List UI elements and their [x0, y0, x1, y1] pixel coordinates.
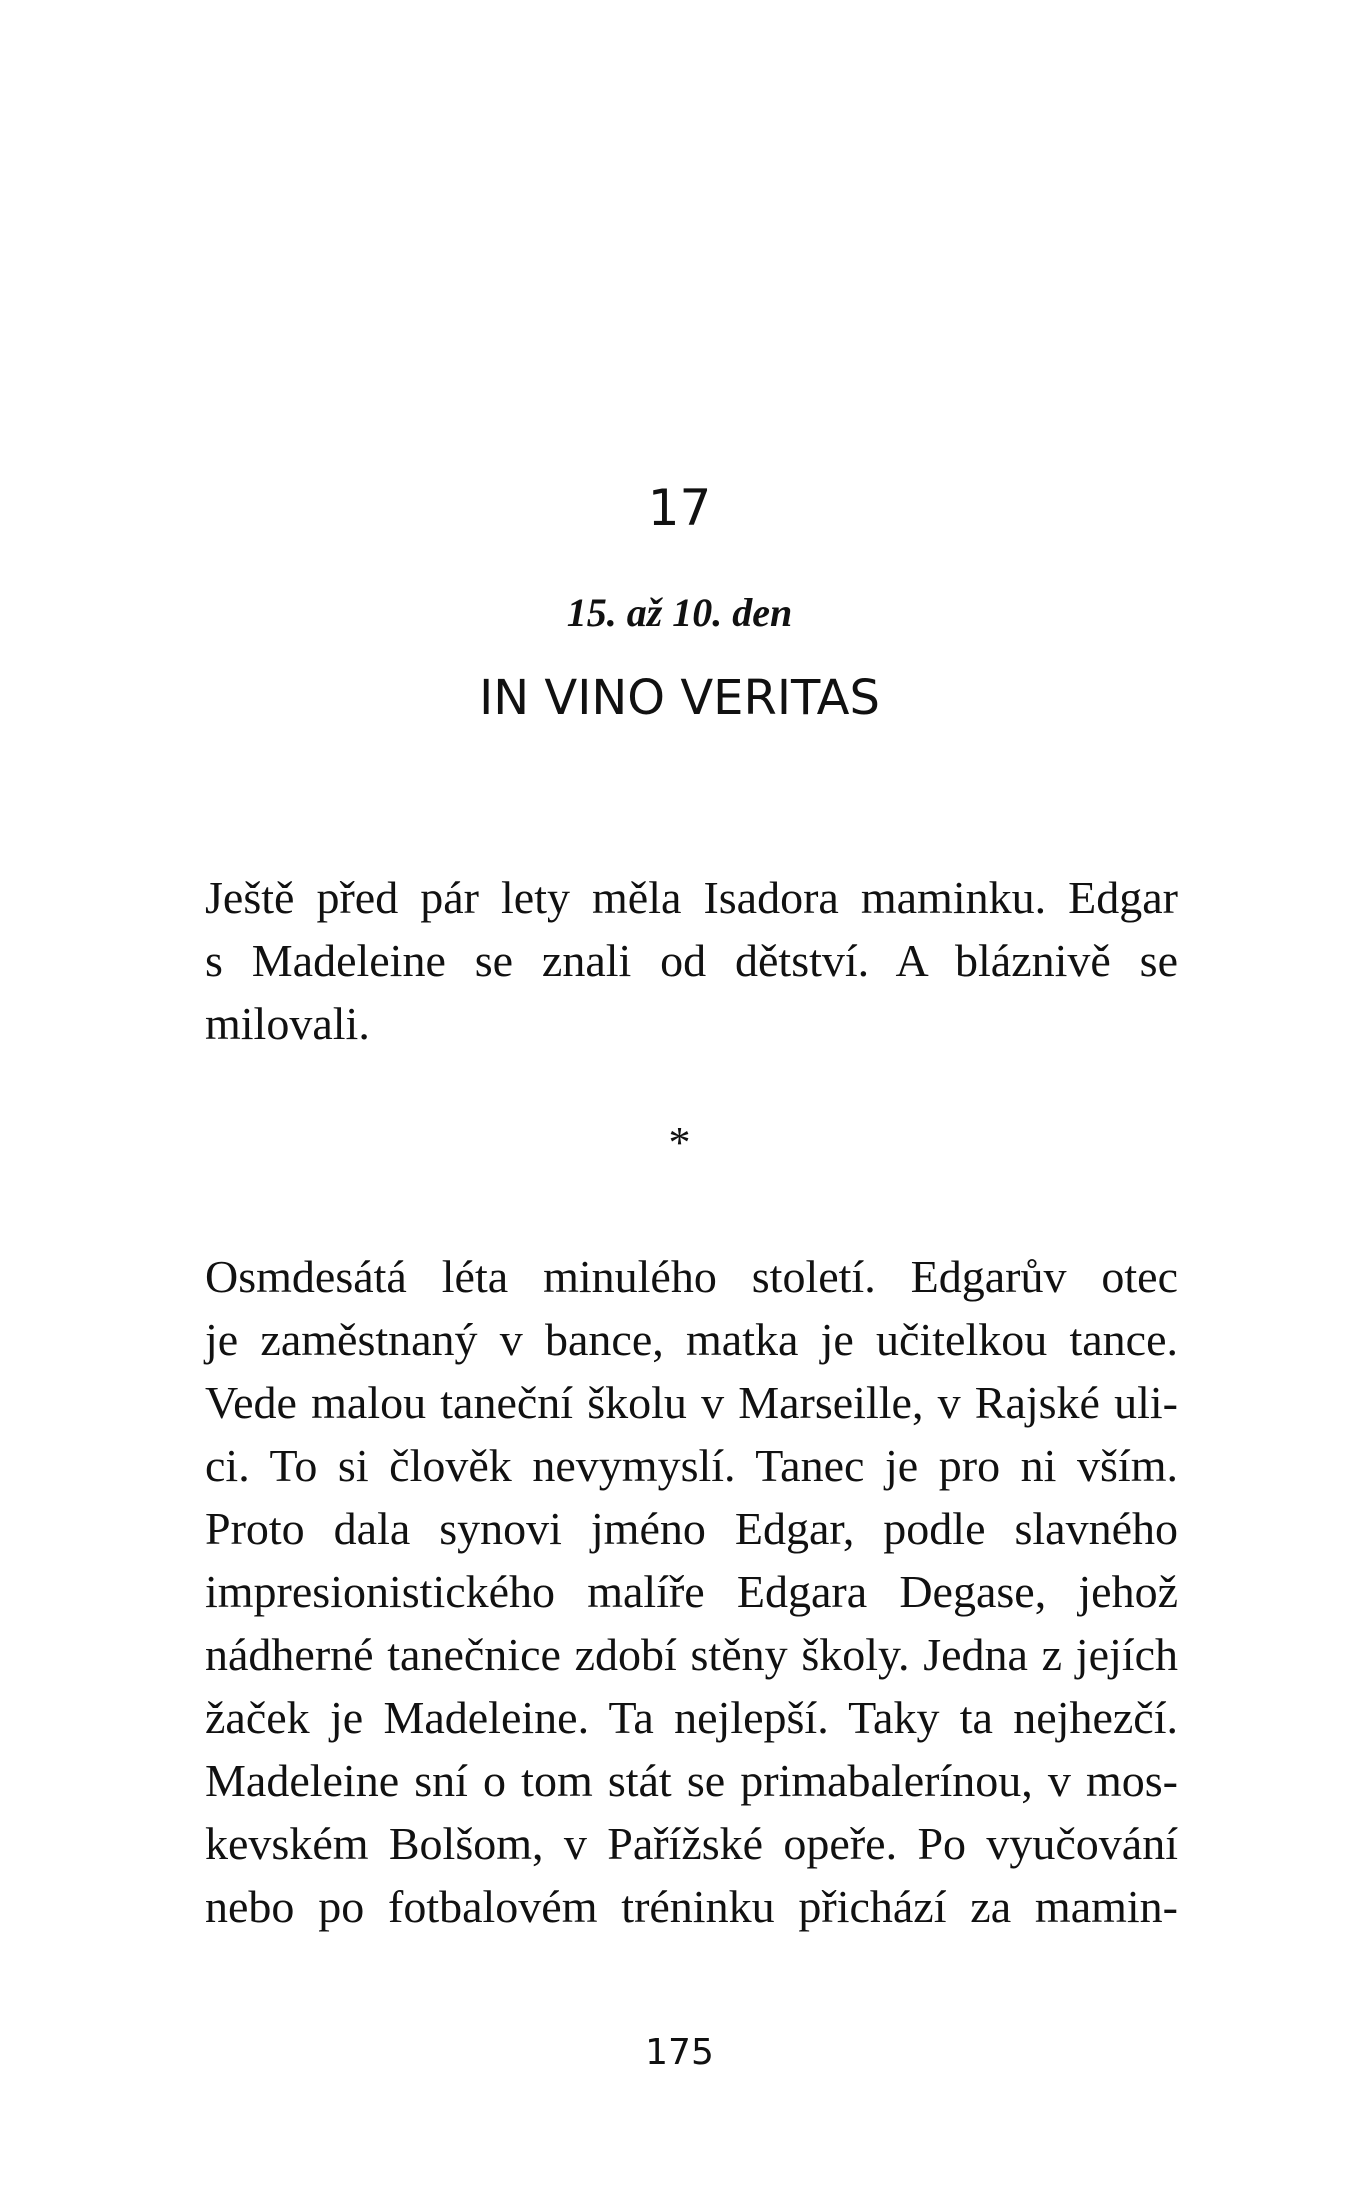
- text-line: je zaměstnaný v bance, matka je učitelkou tance.: [205, 1314, 1178, 1365]
- text-line: impresionistického malíře Edgara Degase, jehož: [205, 1566, 1178, 1617]
- chapter-days: 15. až 10. den: [566, 590, 793, 635]
- text-line: milovali.: [205, 998, 370, 1049]
- text-line: Madeleine sní o tom stát se primabalerínou, v mos-: [205, 1755, 1178, 1806]
- page-number: 175: [645, 2032, 714, 2073]
- text-line: nebo po fotbalovém tréninku přichází za mamin-: [205, 1881, 1178, 1932]
- text-line: ci. To si člověk nevymyslí. Tanec je pro ni vším.: [205, 1440, 1178, 1491]
- text-line: žaček je Madeleine. Ta nejlepší. Taky ta nejhezčí.: [205, 1692, 1178, 1743]
- text-line: nádherné tanečnice zdobí stěny školy. Jedna z jejích: [205, 1629, 1178, 1680]
- text-line: s Madeleine se znali od dětství. A bláznivě se: [205, 935, 1178, 986]
- paragraph-2: [205, 1245, 1178, 1938]
- text-line: Ještě před pár lety měla Isadora maminku. Edgar: [205, 872, 1178, 923]
- text-line: Osmdesátá léta minulého století. Edgarův otec: [205, 1251, 1178, 1302]
- chapter-title: IN VINO VERITAS: [479, 670, 880, 726]
- text-line: Proto dala synovi jméno Edgar, podle slavného: [205, 1503, 1178, 1554]
- paragraph-1: [205, 866, 1178, 1055]
- text-line: kevském Bolšom, v Pařížské opeře. Po vyučování: [205, 1818, 1178, 1869]
- text-line: Vede malou taneční školu v Marseille, v Rajské uli-: [205, 1377, 1178, 1428]
- chapter-number: 17: [647, 479, 712, 537]
- section-separator: *: [668, 1118, 691, 1167]
